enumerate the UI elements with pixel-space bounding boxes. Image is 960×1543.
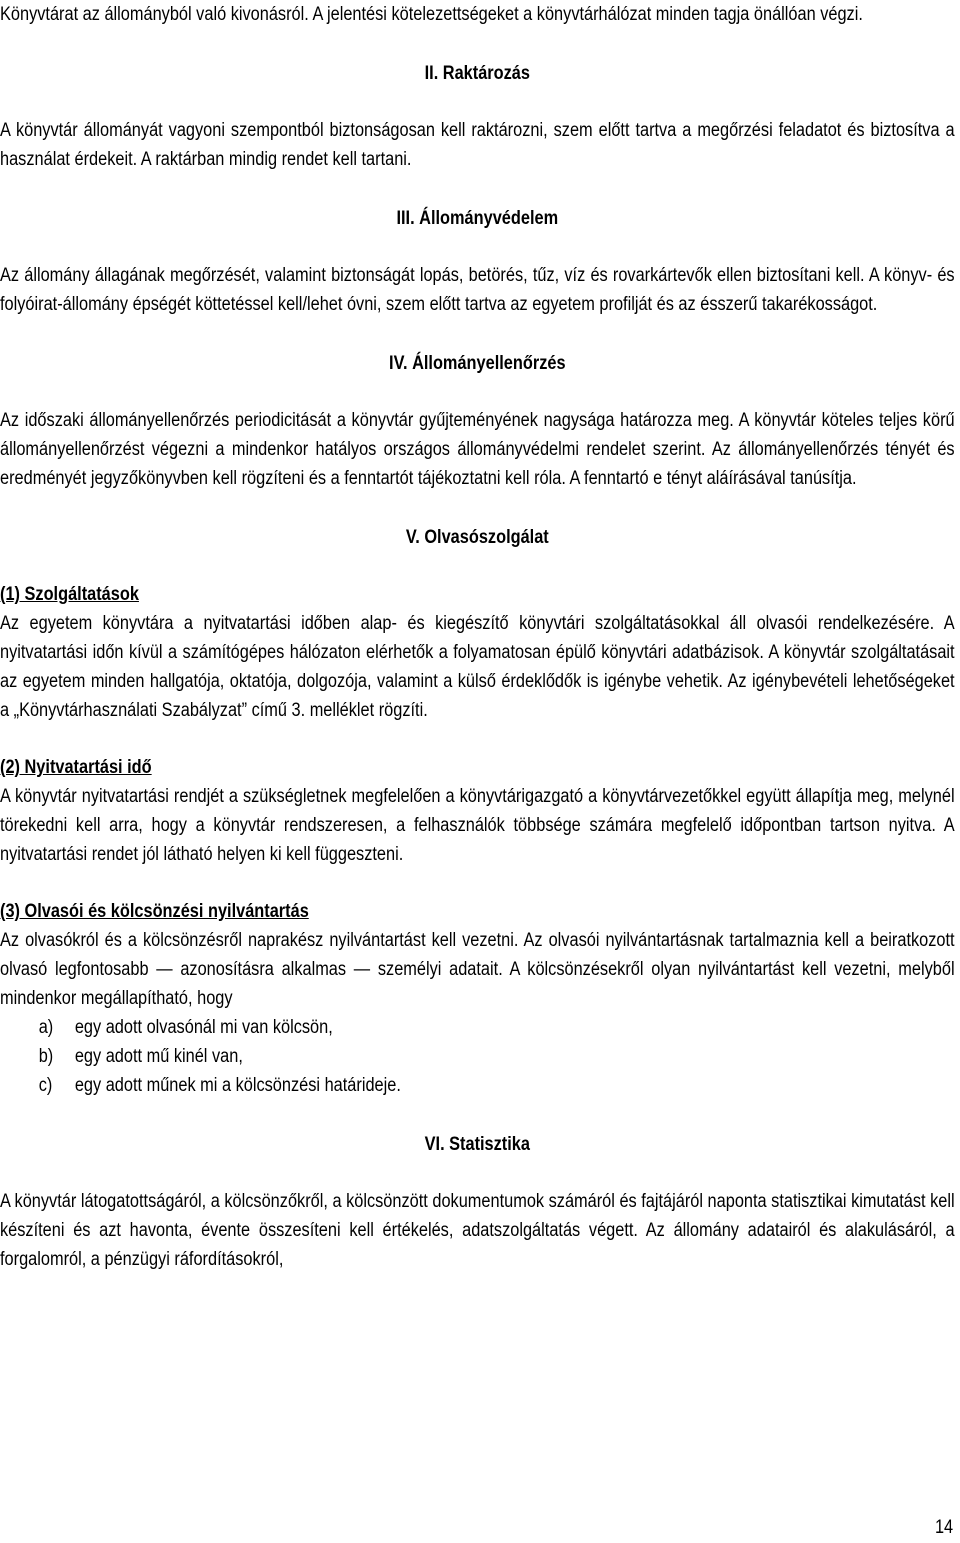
list-marker: c)	[38, 1075, 53, 1096]
list-item-text: egy adott mű kinél van,	[74, 1046, 243, 1067]
paragraph-nyilvantartas: Az olvasókról és a kölcsönzésről naprakész nyilvántartást kell vezetni. Az olvasói nyilvántartásnak tartalmaznia kell a beiratkozott olvasó legfontosabb — azonosításra alkalmas — személyi adatait. A kölcsönzésekről olyan nyilvántartást kell vezetni, melyből mindenkor megállapítható, hogy	[0, 930, 955, 1009]
list-marker: b)	[38, 1046, 54, 1067]
subheading-nyitvatartasi-ido: (2) Nyitvatartási idő	[0, 757, 152, 778]
paragraph-allomanyvedelem: Az állomány állagának megőrzését, valamint biztonságát lopás, betörés, tűz, víz és rovarkártevők ellen biztosítani kell. A könyv- és folyóirat-állomány épségét köttetéssel kell/lehet óvni, szem előtt tartva az egyetem profilját és az ésszerű takarékosságot.	[0, 265, 955, 315]
paragraph-statisztika: A könyvtár látogatottságáról, a kölcsönzőkről, a kölcsönzött dokumentumok számáról és fajtájáról naponta statisztikai kimutatást kell készíteni és azt havonta, évente összesíteni kell értékelés, adatszolgáltatás végett. Az állomány adatairól és alakulásáról, a forgalomról, a pénzügyi ráfordításokról,	[0, 1191, 955, 1270]
list-marker: a)	[38, 1017, 54, 1038]
paragraph-nyitvatartasi-ido: A könyvtár nyitvatartási rendjét a szükségletnek megfelelően a könyvtárigazgató a könyvtárvezetőkkel együtt állapítja meg, melynél törekedni kell arra, hogy a könyvtár rendszeresen, a felhasználók többsége számára megfelelő időpontban tartson nyitva. A nyitvatartási rendet jól látható helyen ki kell függeszteni.	[0, 786, 955, 865]
lending-record-list	[0, 1013, 955, 1100]
section-heading-olvasoszolgalat: V. Olvasószolgálat	[405, 527, 549, 548]
list-item-text: egy adott olvasónál mi van kölcsön,	[74, 1017, 333, 1038]
intro-paragraph: Könyvtárat az állományból való kivonásról. A jelentési kötelezettségeket a könyvtárhálózat minden tagja önállóan végzi.	[0, 4, 863, 25]
paragraph-szolgaltatasok: Az egyetem könyvtára a nyitvatartási időben alap- és kiegészítő könyvtári szolgáltatásokkal áll olvasói rendelkezésére. A nyitvatartási időn kívül a számítógépes hálózaton elérhetők a folyamatosan épülő könyvtári adatbázisok. A könyvtár szolgáltatásait az egyetem minden hallgatója, oktatója, dolgozója, valamint a külső érdeklődők is igénybe vehetik. Az igénybevételi lehetőségeket a „Könyvtárhasználati Szabályzat” című 3. melléklet rögzíti.	[0, 613, 955, 721]
subheading-szolgaltatasok: (1) Szolgáltatások	[0, 584, 139, 605]
list-item	[0, 1071, 955, 1100]
section-heading-allomanyellenorzes: IV. Állományellenőrzés	[389, 353, 566, 374]
paragraph-allomanyellenorzes: Az időszaki állományellenőrzés periodicitását a könyvtár gyűjteményének nagysága határozza meg. A könyvtár köteles teljes körű állományellenőrzést végezni a mindenkor hatályos országos állományvédelmi rendelet szerint. Az állományellenőrzés tényét és eredményét jegyzőkönyvben kell rögzíteni és a fenntartót tájékoztatni kell róla. A fenntartó e tényt aláírásával tanúsítja.	[0, 410, 955, 489]
paragraph-raktarozas: A könyvtár állományát vagyoni szempontból biztonságosan kell raktározni, szem előtt tartva a megőrzési feladatot és biztosítva a használat érdekeit. A raktárban mindig rendet kell tartani.	[0, 120, 955, 170]
page-number: 14	[934, 1517, 953, 1538]
section-heading-raktarozas: II. Raktározás	[424, 63, 530, 84]
subheading-nyilvantartas: (3) Olvasói és kölcsönzési nyilvántartás	[0, 901, 309, 922]
list-item	[0, 1013, 955, 1042]
section-heading-statisztika: VI. Statisztika	[424, 1134, 530, 1155]
list-item	[0, 1042, 955, 1071]
section-heading-allomanyvedelem: III. Állományvédelem	[396, 208, 559, 229]
list-item-text: egy adott műnek mi a kölcsönzési határideje.	[74, 1075, 401, 1096]
